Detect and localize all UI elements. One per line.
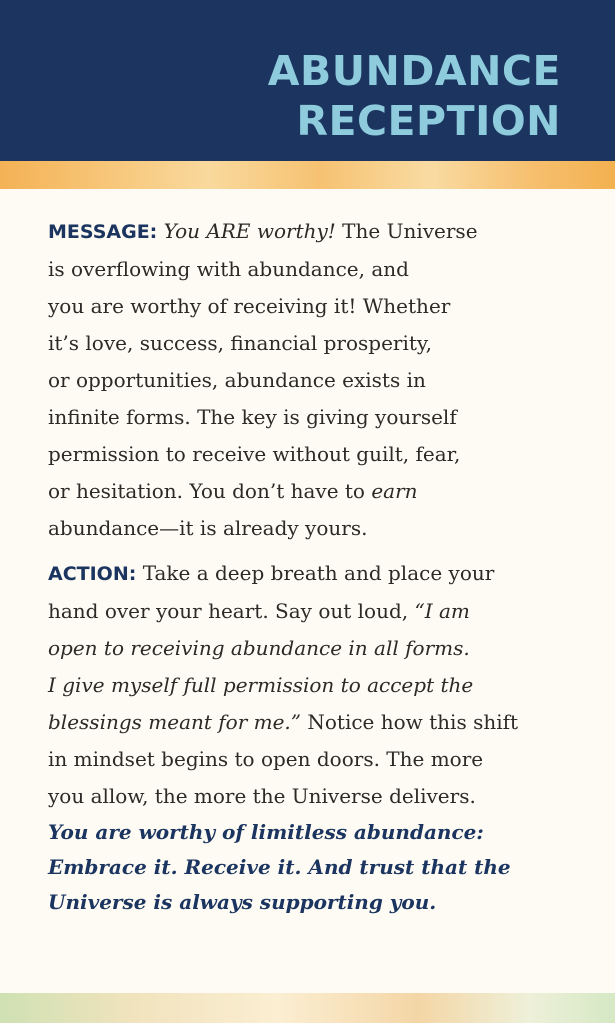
message-italic-earn: earn xyxy=(371,479,418,503)
action-label: ACTION: xyxy=(48,563,137,585)
action-paragraph xyxy=(48,555,573,815)
closing-affirmation xyxy=(48,815,573,920)
message-line: permission to receive without guilt, fear, xyxy=(48,442,461,466)
message-emphasis: You ARE worthy! xyxy=(163,219,336,243)
action-text: hand over your heart. Say out loud, xyxy=(48,599,415,623)
header-banner xyxy=(0,0,615,161)
message-text: or hesitation. You don’t have to xyxy=(48,479,372,503)
message-line: or opportunities, abundance exists in xyxy=(48,368,426,392)
card-body xyxy=(48,213,573,920)
message-text: The Universe xyxy=(335,219,478,243)
action-quote: open to receiving abundance in all forms. xyxy=(48,636,470,660)
action-line: you allow, the more the Universe delivers. xyxy=(48,784,476,808)
action-line: in mindset begins to open doors. The more xyxy=(48,747,484,771)
action-quote: I give myself full permission to accept the xyxy=(48,673,474,697)
action-text: Notice how this shift xyxy=(301,710,519,734)
message-line: it’s love, success, financial prosperity, xyxy=(48,331,432,355)
action-text: Take a deep breath and place your xyxy=(136,561,495,585)
message-line: you are worthy of receiving it! Whether xyxy=(48,294,451,318)
bottom-color-band xyxy=(0,993,615,1023)
action-quote: blessings meant for me.” xyxy=(48,710,302,734)
message-line: is overflowing with abundance, and xyxy=(48,257,409,281)
closing-line: Universe is always supporting you. xyxy=(48,890,437,914)
title-line-2: RECEPTION xyxy=(296,97,561,145)
message-paragraph xyxy=(48,213,573,547)
action-quote: “I am xyxy=(414,599,470,623)
message-line: abundance—it is already yours. xyxy=(48,516,368,540)
message-label: MESSAGE: xyxy=(48,221,158,243)
closing-line: Embrace it. Receive it. And trust that the xyxy=(48,855,511,879)
page-title xyxy=(268,46,561,146)
message-line: infinite forms. The key is giving yourself xyxy=(48,405,457,429)
closing-line: You are worthy of limitless abundance: xyxy=(48,820,484,844)
gold-divider-band xyxy=(0,161,615,189)
title-line-1: ABUNDANCE xyxy=(267,47,561,95)
